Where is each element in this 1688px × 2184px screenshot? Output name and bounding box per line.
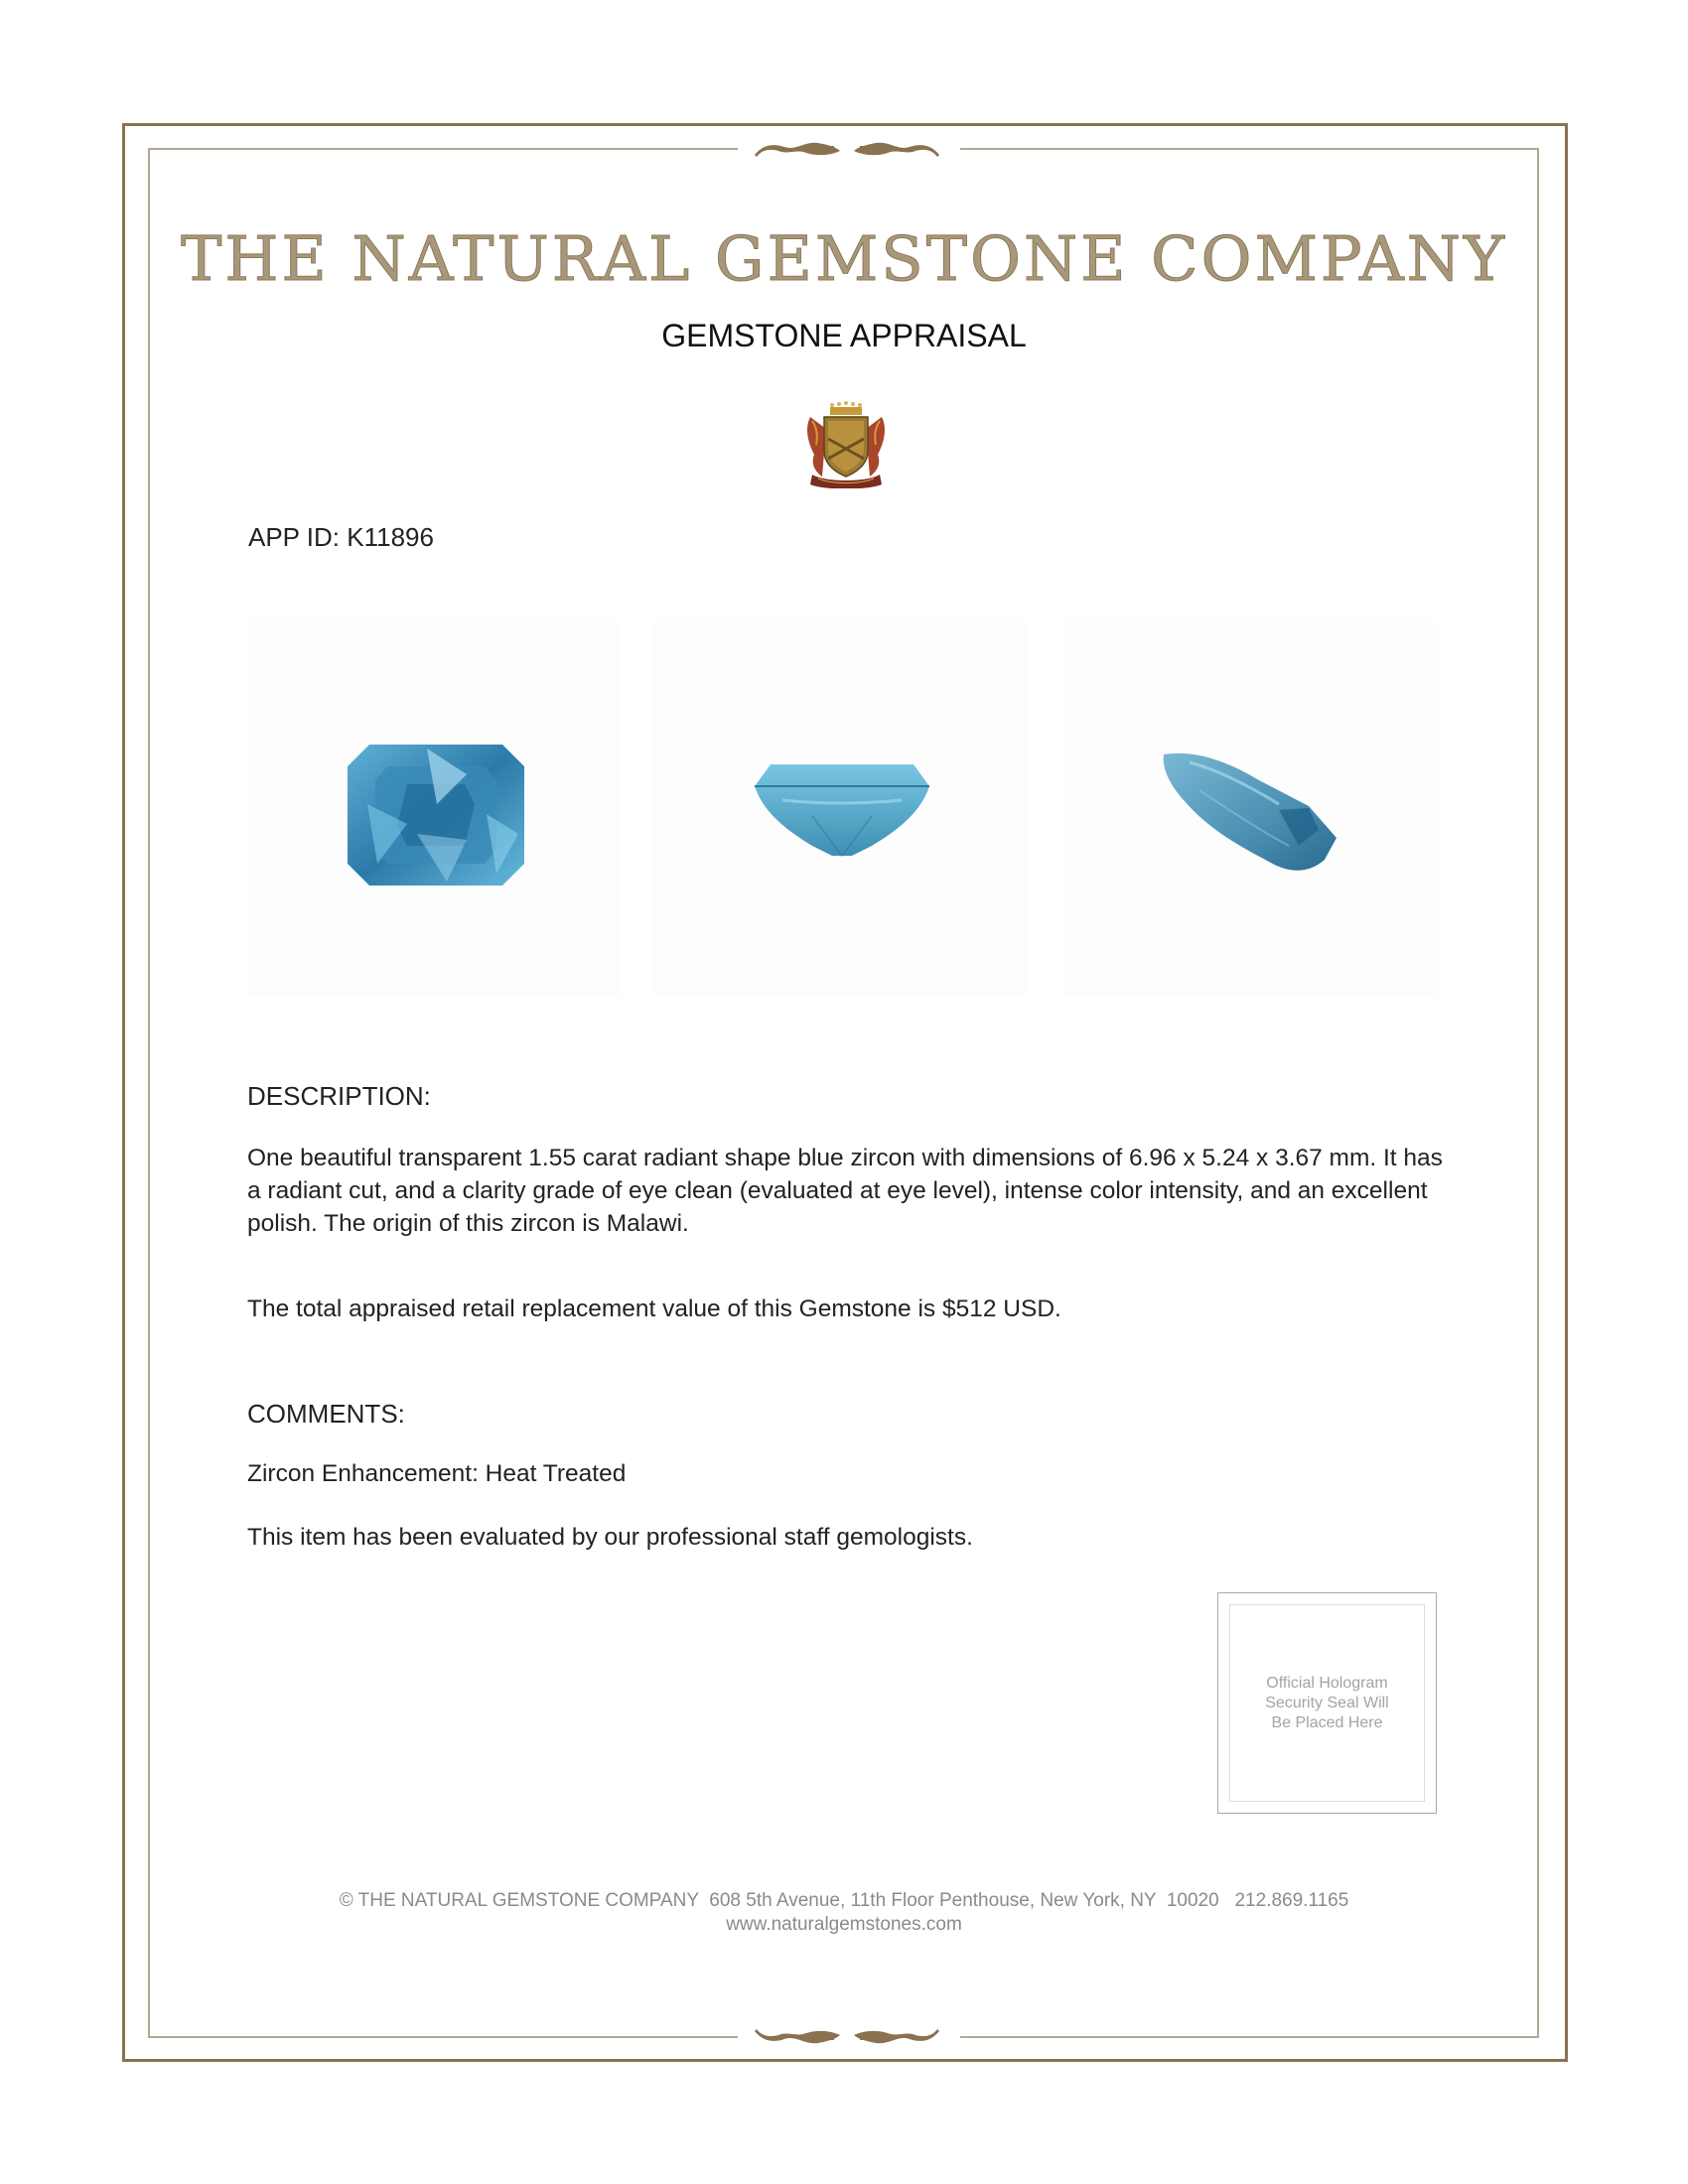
hologram-seal-placeholder (1217, 1592, 1437, 1814)
inner-frame-right (1537, 148, 1539, 2038)
seal-text-line-2: Security Seal Will (1265, 1694, 1389, 1711)
top-flourish-ornament-icon (753, 137, 941, 159)
gem-angled-view-image (1160, 751, 1338, 880)
gem-image-angled-view (1062, 621, 1438, 996)
inner-frame-top-left (148, 148, 738, 150)
enhancement-comment: Zircon Enhancement: Heat Treated (247, 1460, 627, 1487)
gem-image-side-view (653, 621, 1029, 996)
description-heading: DESCRIPTION: (247, 1081, 431, 1111)
appraised-value-statement: The total appraised retail replacement value of this Gemstone is $512 USD. (247, 1296, 1061, 1322)
inner-frame-top-right (960, 148, 1539, 150)
footer-address: © THE NATURAL GEMSTONE COMPANY 608 5th Avenue, 11th Floor Penthouse, New York, NY 10020 212.869.1165 (339, 1890, 1349, 1911)
description-body: One beautiful transparent 1.55 carat radiant shape blue zircon with dimensions of 6.96 x 5.24 x 3.67 mm. It has a radiant cut, and a clarity grade of eye clean (evaluated at eye level), intense color intensity, and an excellent polish. The origin of this zircon is Malawi. (247, 1145, 1443, 1237)
footer-website: www.naturalgemstones.com (726, 1914, 962, 1935)
hologram-seal-inner-frame (1229, 1604, 1425, 1802)
app-id-label: APP ID: (248, 522, 341, 552)
seal-text-line-1: Official Hologram (1266, 1674, 1388, 1692)
hologram-seal-text (1265, 1674, 1388, 1733)
gem-side-view-image (753, 760, 931, 860)
app-id-value: K11896 (347, 522, 434, 552)
company-crest-icon (804, 399, 888, 488)
evaluation-note: This item has been evaluated by our professional staff gemologists. (247, 1524, 973, 1551)
comments-heading: COMMENTS: (247, 1399, 405, 1429)
inner-frame-bottom-left (148, 2036, 738, 2038)
inner-frame-bottom-right (960, 2036, 1539, 2038)
company-title: THE NATURAL GEMSTONE COMPANY (181, 222, 1507, 295)
seal-text-line-3: Be Placed Here (1271, 1713, 1383, 1731)
gem-top-view-image (348, 745, 524, 886)
inner-frame-left (148, 148, 150, 2038)
document-subtitle: GEMSTONE APPRAISAL (661, 318, 1027, 353)
bottom-flourish-ornament-icon (753, 2027, 941, 2049)
gem-image-top-view (246, 621, 622, 996)
appraisal-id (248, 522, 434, 553)
